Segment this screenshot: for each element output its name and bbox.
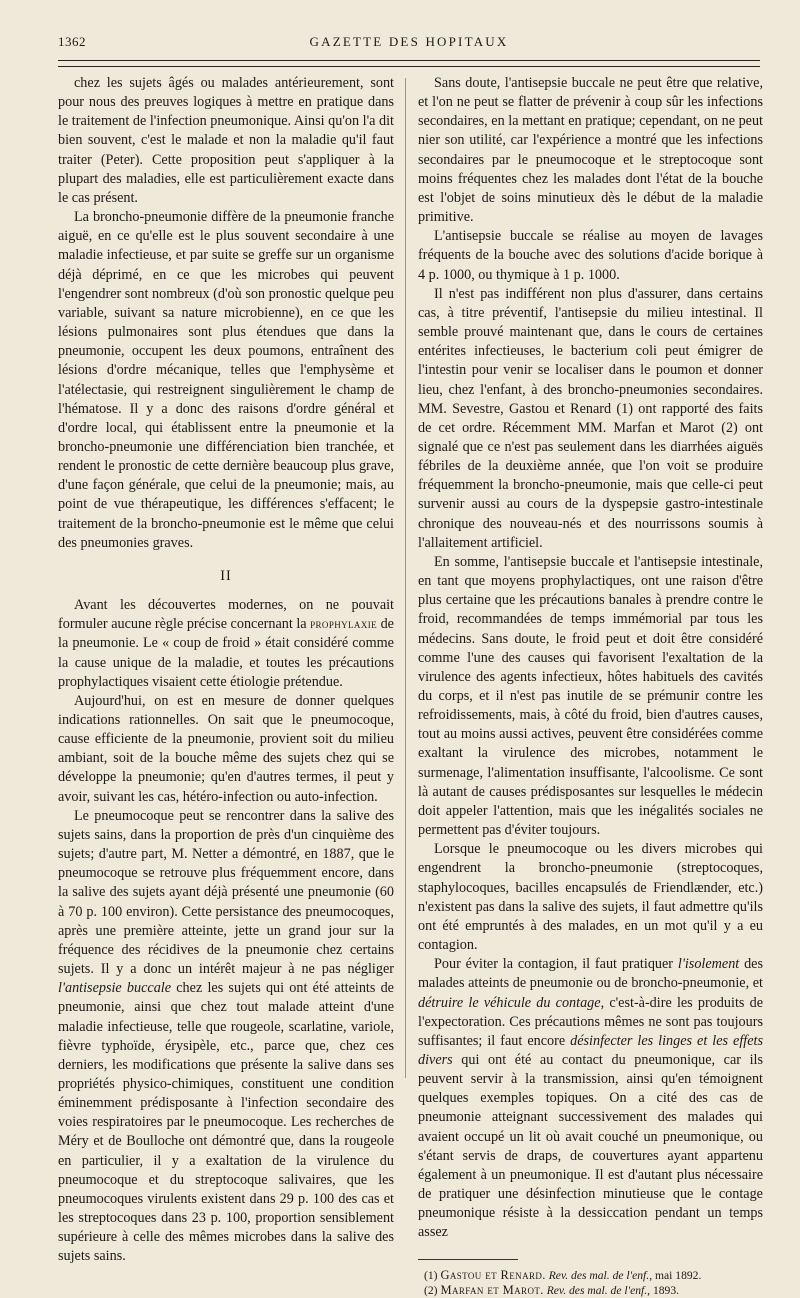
smallcaps-term: prophylaxie xyxy=(310,617,378,632)
paragraph: L'antisepsie buccale se réalise au moyen de lavages fréquents de la bouche avec des solutions d'acide borique à 4 p. 1000, ou thymique à 1 p. 1000. xyxy=(418,228,763,283)
paragraph: chez les sujets âgés ou malades antérieurement, sont pour nous des preuves logiques à mettre en pratique dans le traitement de l'infection pneumonique. Ainsi qu'on l'a dit bien souvent, c'est le malade et non la maladie qu'il faut traiter (Peter). Cette proposition peut s'appliquer à la plupart des maladies, elle est particulièrement exacte dans le cas présent. xyxy=(58,75,394,206)
column-divider xyxy=(405,78,406,1078)
page-number: 1362 xyxy=(58,34,86,49)
italic-term: l'isolement xyxy=(677,956,740,973)
header-rule xyxy=(58,60,760,67)
paragraph: La broncho-pneumonie diffère de la pneumonie franche aiguë, en ce qu'elle est le plus souvent secondaire à une maladie infectieuse, et par suite se greffe sur un organisme déjà déprimé, en ce que les microbes qui peuvent l'engendrer sont nombreux (d'où son pronostic quelque peu variable, suivant sa nature microbienne), en ce que les lésions pulmonaires sont plus étendues que dans la pneumonie, occupent les deux poumons, entraînent des lésions d'ordre mécanique, telles que l'emphysème et l'atélectasie, qui restreignent singulièrement le champ de l'hématose. Il y a donc des raisons d'ordre général et d'ordre local, qui établissent entre la pneumonie et la broncho-pneumonie une différenciation bien tranchée, et rendent le pronostic de cette dernière beaucoup plus grave, d'une façon générale, que celui de la pneumonie; mais, au point de vue thérapeutique, les différences s'effacent; le traitement de la broncho-pneumonie est le même que celui des pneumonies graves. xyxy=(58,209,394,551)
italic-term: l'antisepsie buccale xyxy=(58,980,172,997)
paragraph: En somme, l'antisepsie buccale et l'antisepsie intestinale, en tant que moyens prophylactiques, ont une raison d'être plus certaine que les précautions banales à prendre contre le froid, recommandées de temps immémorial par tous les médecins. Sans doute, le froid peut et doit être considéré comme l'une des causes qui favorisent l'exaltation de la virulence des agents infectieux, hôtes habituels des cavités du corps, et il n'est pas inutile de se prémunir contre les refroidissements, mais, à côté du froid, bien d'autres causes, tout au moins aussi actives, peuvent être considérées comme exaltant la virulence des microbes, notamment le surmenage, l'alimentation insuffisante, l'alcoolisme. Ce sont là autant de causes prédisposantes sur lesquelles le médecin doit appeler l'attention, mais que les inégalités sociales ne permettent pas d'éviter toujours. xyxy=(418,553,763,839)
footnote: (2) Marfan et Marot. Rev. des mal. de l'enf., 1893. xyxy=(424,1282,680,1297)
running-title: GAZETTE DES HOPITAUX xyxy=(309,34,509,49)
paragraph: Il n'est pas indifférent non plus d'assurer, dans certains cas, à titre préventif, l'antisepsie du milieu intestinal. Il semble prouvé maintenant que, dans le cours de certaines entérites infectieuses, le bacterium coli peut émigrer de l'intestin pour venir se localiser dans le poumon et donner lieu, chez l'enfant, à des broncho-pneumonies secondaires. MM. Sevestre, Gastou et Renard (1) ont rapporté des faits de cet ordre. Récemment MM. Marfan et Marot (2) ont signalé que ce n'est pas seulement dans les diarrhées aiguës fébriles de la deuxième année, que l'on voit se produire fréquemment la broncho-pneumonie, mais que celle-ci peut survenir aussi au cours de la dyspepsie gastro-intestinale chronique des nouveau-nés et des nourrissons soumis à l'allaitement artificiel. xyxy=(418,285,763,551)
footnote-journal: Rev. des mal. de l'enf. xyxy=(546,1283,648,1297)
paragraph: Sans doute, l'antisepsie buccale ne peut être que relative, et l'on ne peut se flatter de prévenir à coup sûr les infections secondaires, en la mettant en pratique; cependant, on ne peut nier son utilité, car l'expérience a montré que les infections secondaires par le pneumocoque et le streptocoque sont moins fréquentes chez les malades dont l'état de la bouche est l'objet de soins minutieux dès le début de la maladie primitive. xyxy=(418,75,763,226)
paragraph: Aujourd'hui, on est en mesure de donner quelques indications rationnelles. On sait que le pneumocoque, cause efficiente de la pneumonie, provient soit du milieu ambiant, soit de la bouche même des sujets chez qui se développe la pneumonie; qu'en d'autres termes, il peut y avoir, suivant les cas, hétéro-infection ou auto-infection. xyxy=(58,692,394,805)
section-number: II xyxy=(220,567,232,584)
footnote-rule xyxy=(418,1259,518,1260)
right-column xyxy=(418,74,763,1298)
footnote-journal: Rev. des mal. de l'enf. xyxy=(548,1268,650,1282)
paragraph: Lorsque le pneumocoque ou les divers microbes qui engendrent la broncho-pneumonie (streptocoques, staphylocoques, bacilles encapsulés de Friendlænder, etc.) n'existent pas dans la salive des sujets, il faut admettre qu'ils ont été empruntés à des malades, en un mot qu'il y a eu contagion. xyxy=(418,841,763,954)
italic-term: désinfecter les linges et les effets divers xyxy=(418,1032,763,1068)
footnote-authors: Gastou et Renard. xyxy=(440,1267,546,1282)
footnote-authors: Marfan et Marot. xyxy=(440,1282,544,1297)
footnote: (1) Gastou et Renard. Rev. des mal. de l'enf., mai 1892. xyxy=(424,1267,702,1282)
paragraph: Pour éviter la contagion, il faut pratiquer l'isolement des malades atteints de pneumonie ou de broncho-pneumonie, et détruire le véhicule du contage, c'est-à-dire les produits de l'expectoration. Ces précautions mêmes ne sont pas toujours suffisantes; il faut encore désinfecter les linges et les effets divers qui ont été au contact du pneumonique, car ils peuvent servir à la transmission, ainsi qu'en témoignent quelques exemples topiques. On a cité des cas de pneumonie atteignant successivement des malades qui avaient occupé un lit où avait couché un pneumonique, ou s'étant servis de draps, de couvertures ayant appartenu également à un pneumonique. Il est d'autant plus nécessaire de pratiquer une désinfection minutieuse que le contage pneumonique résiste à la dessiccation pendant un temps assez xyxy=(418,956,763,1241)
left-column xyxy=(58,74,394,1267)
paragraph: Le pneumocoque peut se rencontrer dans la salive des sujets sains, dans la proportion de près d'un cinquième des sujets; d'autre part, M. Netter a démontré, en 1887, que le pneumocoque se retrouve plus fréquemment encore, dans la salive des sujets ayant déjà présenté une pneumonie (60 à 70 p. 100 environ). Cette persistance des pneumocoques, après une première atteinte, jette un grand jour sur la fréquence des récidives de la pneumonie chez certains sujets. Il y a donc un intérêt majeur à ne pas négliger l'antisepsie buccale chez les sujets qui ont été atteints de pneumonie, ainsi que chez tout malade atteint d'une maladie infectieuse, telle que rougeole, scarlatine, variole, fièvre typhoïde, érysipèle, etc., parce que, chez ces derniers, les modifications que présente la salive dans ses propriétés physico-chimiques, constituent une condition éminemment prédisposante à l'infection secondaire des voies respiratoires par le pneumocoque. Les recherches de Méry et de Boulloche ont démontré que, dans la rougeole en particulier, il y a exaltation de la virulence du pneumocoque et du streptocoque salivaires, que les pneumocoques virulents existent dans 29 p. 100 des cas et les streptocoques dans 23 p. 100, proportion sensiblement supérieure à celle des mêmes microbes dans la salive des sujets sains. xyxy=(58,807,394,1265)
paragraph: Avant les découvertes modernes, on ne pouvait formuler aucune règle précise concernant la prophylaxie de la pneumonie. Le « coup de froid » était considéré comme la cause unique de la maladie, et toutes les précautions prophylactiques visaient cette étiologie prétendue. xyxy=(58,597,394,690)
italic-term: détruire le véhicule du contage xyxy=(418,994,601,1011)
page-header xyxy=(58,34,760,56)
